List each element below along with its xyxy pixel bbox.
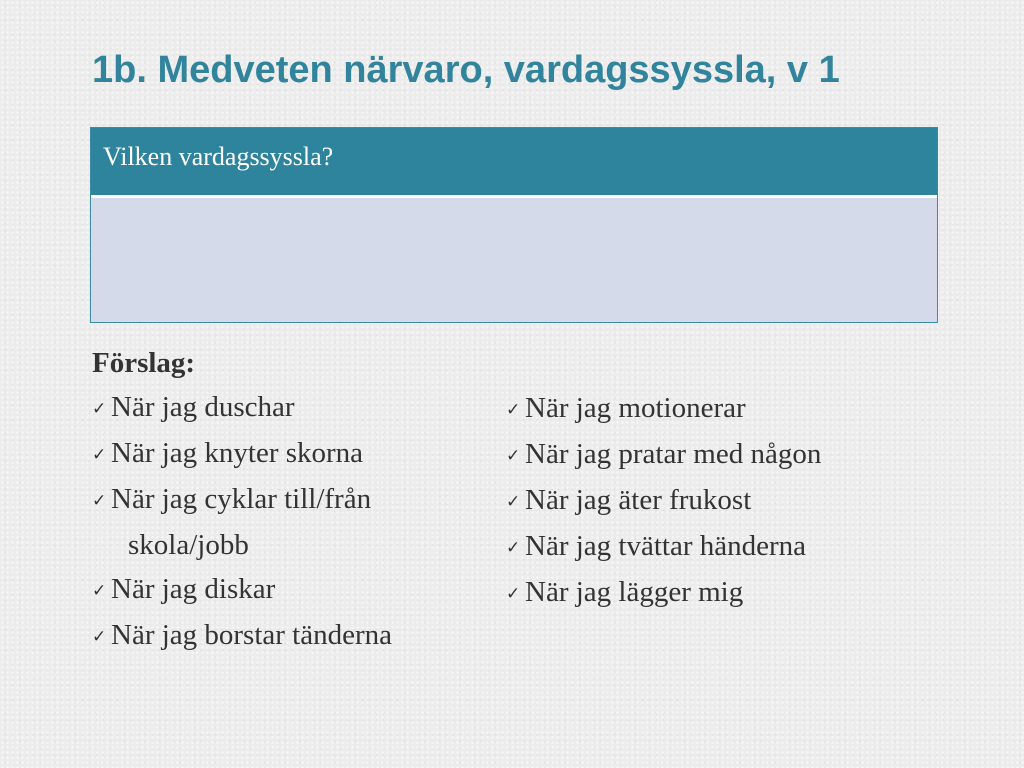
suggestion-text: När jag duschar bbox=[111, 391, 295, 423]
suggestion-continuation: skola/jobb bbox=[128, 529, 249, 561]
suggestion-text: När jag knyter skorna bbox=[111, 437, 364, 469]
checkmark-icon: ✓ bbox=[92, 445, 107, 465]
suggestion-text: När jag borstar tänderna bbox=[111, 619, 393, 651]
suggestion-item bbox=[506, 478, 821, 524]
suggestion-item bbox=[92, 567, 392, 613]
answer-table bbox=[90, 127, 938, 323]
suggestions-heading: Förslag: bbox=[92, 347, 196, 379]
suggestion-list-right bbox=[506, 386, 821, 616]
suggestion-list-left bbox=[92, 385, 392, 659]
checkmark-icon: ✓ bbox=[92, 627, 107, 647]
suggestion-item bbox=[506, 432, 821, 478]
checkmark-icon: ✓ bbox=[506, 538, 521, 558]
suggestion-text: När jag pratar med någon bbox=[525, 438, 822, 470]
suggestion-text: När jag tvättar händerna bbox=[525, 530, 806, 562]
suggestion-item bbox=[506, 570, 821, 616]
checkmark-icon: ✓ bbox=[506, 400, 521, 420]
suggestion-item bbox=[92, 385, 392, 431]
suggestion-text: När jag äter frukost bbox=[525, 484, 752, 516]
checkmark-icon: ✓ bbox=[92, 581, 107, 601]
slide-title: 1b. Medveten närvaro, vardagssyssla, v 1 bbox=[92, 49, 840, 91]
checkmark-icon: ✓ bbox=[92, 399, 107, 419]
suggestion-item bbox=[506, 524, 821, 570]
checkmark-icon: ✓ bbox=[92, 491, 107, 511]
suggestion-item bbox=[92, 613, 392, 659]
suggestion-text: När jag diskar bbox=[111, 573, 276, 605]
suggestion-text: När jag motionerar bbox=[525, 392, 746, 424]
checkmark-icon: ✓ bbox=[506, 584, 521, 604]
answer-table-header: Vilken vardagssyssla? bbox=[91, 128, 937, 198]
answer-table-cell[interactable] bbox=[91, 198, 937, 320]
checkmark-icon: ✓ bbox=[506, 492, 521, 512]
suggestion-item bbox=[506, 386, 821, 432]
checkmark-icon: ✓ bbox=[506, 446, 521, 466]
suggestion-item bbox=[92, 431, 392, 477]
suggestion-text: När jag cyklar till/från bbox=[111, 483, 372, 515]
suggestion-text: När jag lägger mig bbox=[525, 576, 744, 608]
suggestion-item bbox=[92, 477, 392, 523]
